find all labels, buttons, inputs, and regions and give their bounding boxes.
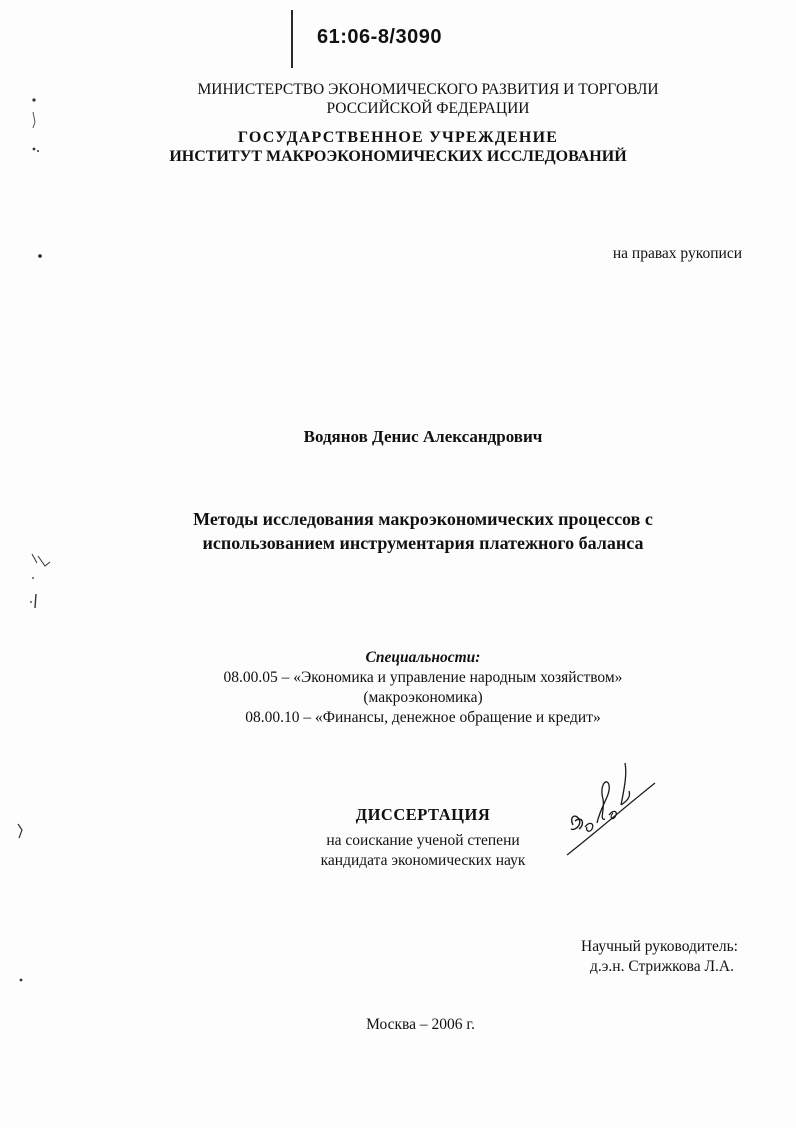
author-name: Водянов Денис Александрович <box>303 427 543 446</box>
ministry-line-1: МИНИСТЕРСТВО ЭКОНОМИЧЕСКОГО РАЗВИТИЯ И ТОРГОВЛИ <box>197 81 659 98</box>
ministry-line-2: РОССИЙСКОЙ ФЕДЕРАЦИИ <box>326 100 530 117</box>
specialty-item: (макроэкономика) <box>363 689 483 706</box>
specialties-heading: Специальности: <box>365 649 481 666</box>
dissertation-heading: ДИССЕРТАЦИЯ <box>355 805 491 824</box>
specialty-item: 08.00.05 – «Экономика и управление народным хозяйством» <box>223 669 623 686</box>
archive-code: 61:06-8/3090 <box>317 26 442 48</box>
degree-line-2: кандидата экономических наук <box>320 852 526 869</box>
institution-line-2: ИНСТИТУТ МАКРОЭКОНОМИЧЕСКИХ ИССЛЕДОВАНИЙ <box>169 148 627 165</box>
dissertation-block <box>0 805 796 871</box>
institution-header <box>0 128 796 166</box>
supervisor-label: Научный руководитель: <box>581 938 738 955</box>
thesis-title-line-1: Методы исследования макроэкономических процессов с <box>193 509 653 529</box>
stamp-line <box>291 10 293 68</box>
ministry-header <box>0 80 796 118</box>
city-year: Москва – 2006 г. <box>366 1016 475 1033</box>
manuscript-note: на правах рукописи <box>612 245 742 262</box>
supervisor-block <box>581 937 738 977</box>
degree-line-1: на соискание ученой степени <box>326 832 520 849</box>
specialty-item: 08.00.10 – «Финансы, денежное обращение и кредит» <box>245 709 601 726</box>
thesis-title <box>0 507 796 555</box>
thesis-title-line-2: использованием инструментария платежного баланса <box>202 533 644 553</box>
institution-line-1: ГОСУДАРСТВЕННОЕ УЧРЕЖДЕНИЕ <box>237 129 559 146</box>
scan-marks <box>0 0 80 1128</box>
specialties-block <box>0 648 796 728</box>
supervisor-name: д.э.н. Стрижкова Л.А. <box>589 958 734 975</box>
